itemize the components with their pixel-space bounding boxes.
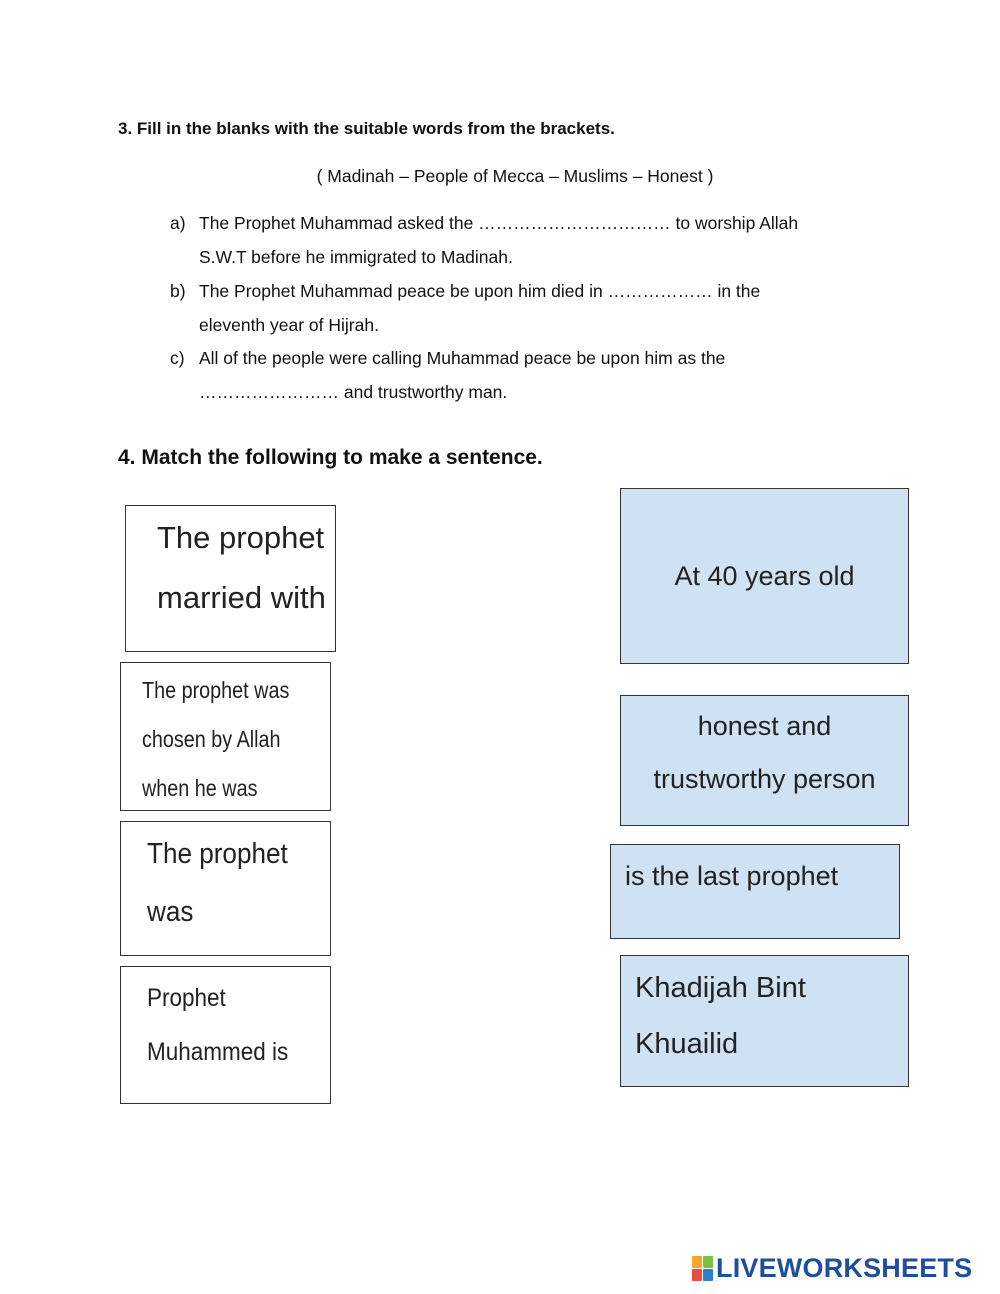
section-4-title: 4. Match the following to make a sentence.	[118, 446, 543, 469]
card-text: Muhammed is	[147, 1038, 289, 1066]
question-text-line: All of the people were calling Muhammad peace be upon him as the	[199, 348, 726, 368]
card-text: Prophet	[147, 984, 226, 1012]
card-text: married with	[157, 580, 326, 615]
logo-text: LIVEWORKSHEETS	[716, 1252, 973, 1283]
card-text: chosen by Allah	[142, 726, 281, 752]
card-text: when he was	[142, 775, 258, 801]
card-text: honest and	[697, 711, 832, 741]
card-text: trustworthy person	[653, 764, 876, 794]
question-text-line: …………………… and trustworthy man.	[199, 382, 508, 402]
section-3-title: 3. Fill in the blanks with the suitable words from the brackets.	[118, 119, 615, 138]
question-text-line: The Prophet Muhammad peace be upon him died in ……………… in the	[199, 281, 761, 301]
card-text: The prophet	[147, 838, 288, 870]
card-text: Khuailid	[635, 1028, 739, 1060]
word-bank: ( Madinah – People of Mecca – Muslims – Honest )	[316, 166, 714, 186]
match-left-card-4[interactable]	[120, 966, 331, 1104]
match-left-card-3[interactable]	[120, 821, 331, 956]
question-marker: a)	[170, 213, 186, 233]
liveworksheets-logo	[692, 1253, 972, 1283]
card-text: At 40 years old	[674, 561, 855, 591]
match-left-card-2[interactable]	[120, 662, 331, 811]
card-text: is the last prophet	[625, 861, 839, 891]
card-text: The prophet	[157, 520, 325, 555]
card-text: The prophet was	[142, 677, 290, 703]
card-text: was	[147, 896, 194, 928]
match-left-card-1[interactable]	[125, 505, 336, 652]
match-right-card-2[interactable]	[620, 695, 909, 826]
question-marker: c)	[170, 348, 185, 368]
question-text-line: eleventh year of Hijrah.	[199, 315, 379, 335]
question-text-line: S.W.T before he immigrated to Madinah.	[199, 247, 513, 267]
match-right-card-4[interactable]	[620, 955, 909, 1087]
question-text-line: The Prophet Muhammad asked the …………………………… to worship Allah	[199, 213, 799, 233]
question-marker: b)	[170, 281, 186, 301]
card-text: Khadijah Bint	[635, 972, 806, 1004]
match-right-card-1[interactable]	[620, 488, 909, 664]
liveworksheets-logo-icon	[692, 1256, 712, 1281]
match-right-card-3[interactable]	[610, 844, 900, 939]
